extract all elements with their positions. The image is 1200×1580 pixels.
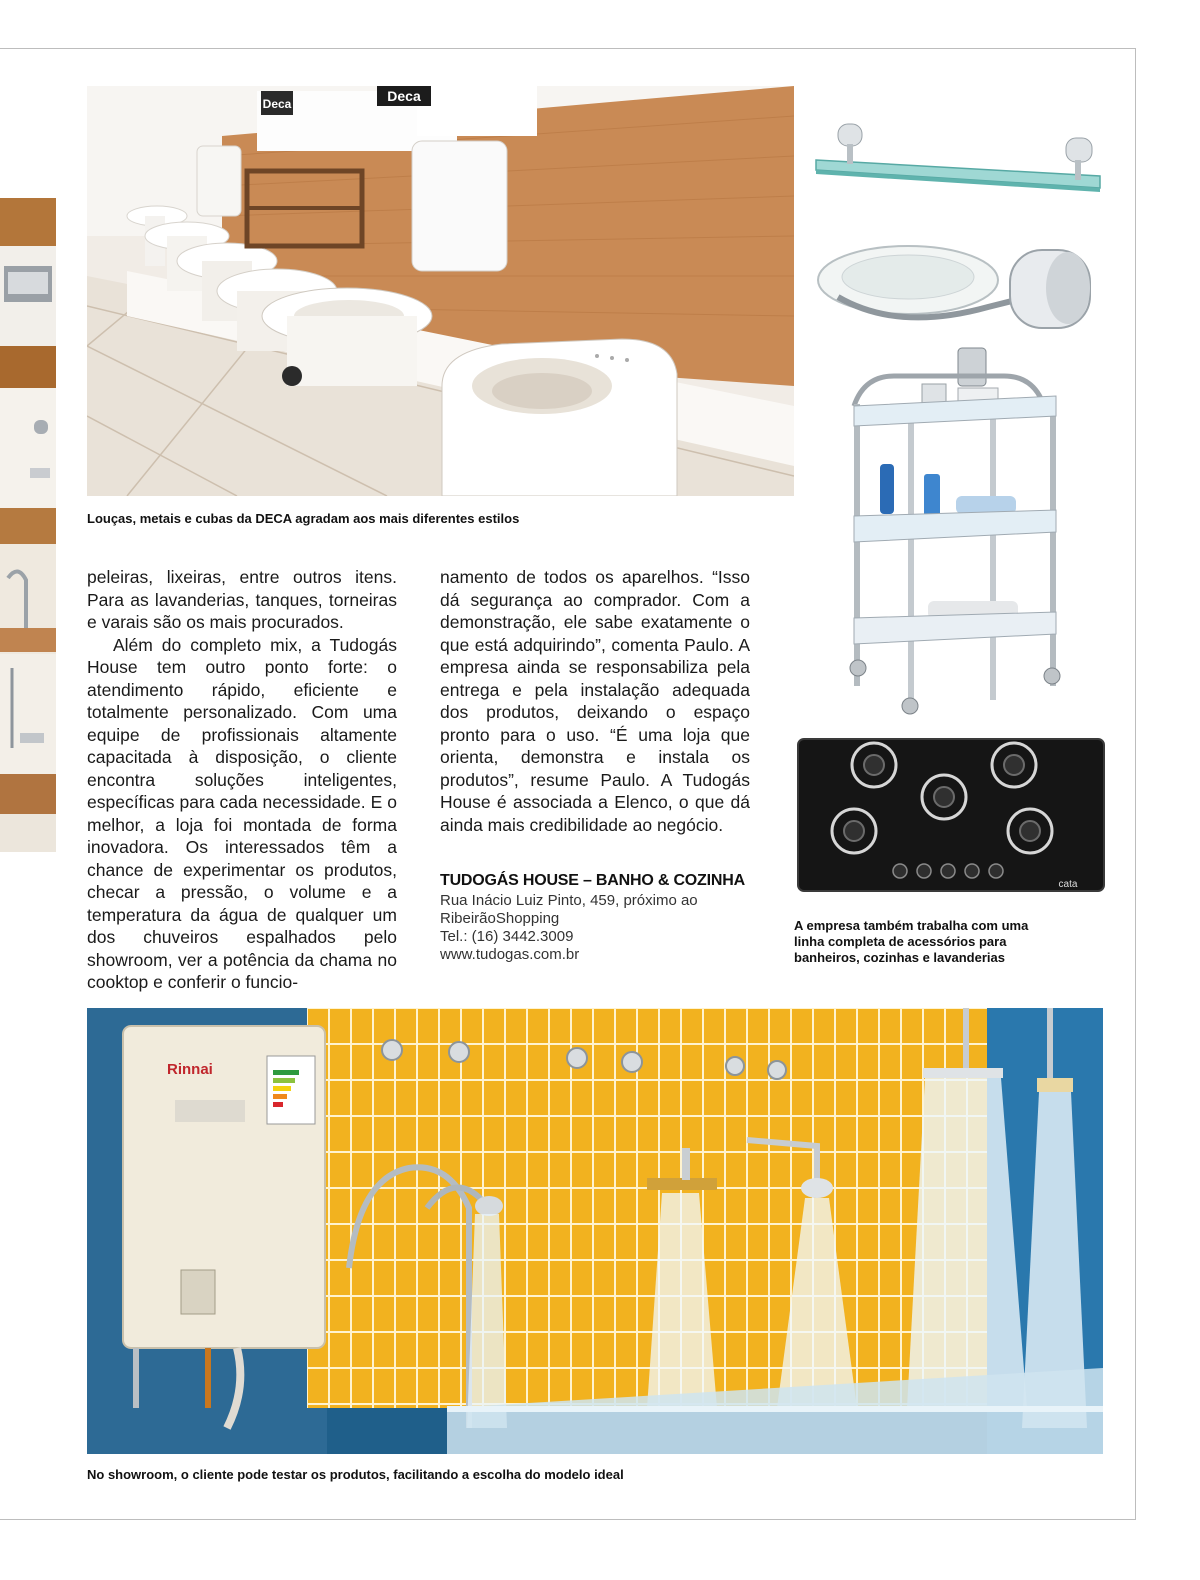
deca-toilets-photo [87, 86, 794, 496]
article-paragraph-1: peleiras, lixeiras, entre outros itens. Para as lavanderias, tanques, torneiras e varais são os mais procurados. [87, 567, 397, 632]
showroom-photo-caption: No showroom, o cliente pode testar os produtos, facilitando a escolha do modelo ideal [87, 1467, 624, 1482]
accessories-caption [794, 918, 1114, 966]
accessories-caption-line-1: A empresa também trabalha com uma [794, 918, 1029, 933]
page-frame-top [0, 48, 1136, 49]
article-paragraph-2: Além do completo mix, a Tudogás House tem outro ponto forte: o atendimento rápido, eficiente e totalmente personalizado. Com uma equipe de profissionais altamente capacitada à disposição, o cliente encontra soluções inteligentes, específicas para cada necessidade. E o melhor, a loja foi montada de forma inovadora. Os interessados têm a chance de experimentar os produtos, checar a pressão, o volume e a temperatura da água de qualquer um dos chuveiros espalhados pelo showroom, ver a potência da chama no cooktop e conferir o funcio- [87, 634, 397, 992]
heater-brand-label: Rinnai [167, 1061, 213, 1078]
article-paragraph-3: namento de todos os aparelhos. “Isso dá segurança ao comprador. Com a demonstração, ele sabe exatamente o que está adquirindo”, comenta Paulo. A empresa ainda se responsabiliza pela entrega e pela instalação adequada dos produtos, deixando o espaço pronto para o uso. “É uma loja que orienta, demonstra e instala os produtos”, resume Paulo. A Tudogás House é associada a Elenco, o que dá ainda mais credibilidade ao negócio. [440, 567, 750, 835]
soap-dish-photo [808, 222, 1108, 332]
showroom-photo [87, 1008, 1103, 1454]
store-phone: Tel.: (16) 3442.3009 [440, 928, 574, 945]
deca-sign-small: Deca [262, 97, 292, 111]
article-column-1 [87, 566, 397, 994]
store-website: www.tudogas.com.br [440, 946, 580, 963]
store-name-heading: TUDOGÁS HOUSE – BANHO & COZINHA [440, 872, 745, 889]
cooktop-brand-label: cata [1058, 879, 1078, 890]
left-cropped-photo [0, 198, 56, 852]
article-column-2 [440, 566, 750, 836]
store-contact-block [440, 872, 760, 964]
store-address-line-2: RibeirãoShopping [440, 910, 560, 927]
accessories-caption-line-3: banheiros, cozinhas e lavanderias [794, 950, 1005, 965]
glass-shelf-photo [808, 118, 1108, 196]
deca-photo-caption: Louças, metais e cubas da DECA agradam aos mais diferentes estilos [87, 511, 520, 526]
page-frame-right [1135, 48, 1136, 1520]
deca-sign-large: Deca [387, 88, 421, 104]
page-frame-bottom [0, 1519, 1136, 1520]
store-address-line-1: Rua Inácio Luiz Pinto, 459, próximo ao [440, 892, 698, 909]
cooktop-photo [796, 735, 1106, 895]
metal-cart-photo [840, 346, 1070, 718]
accessories-caption-line-2: linha completa de acessórios para [794, 934, 1007, 949]
